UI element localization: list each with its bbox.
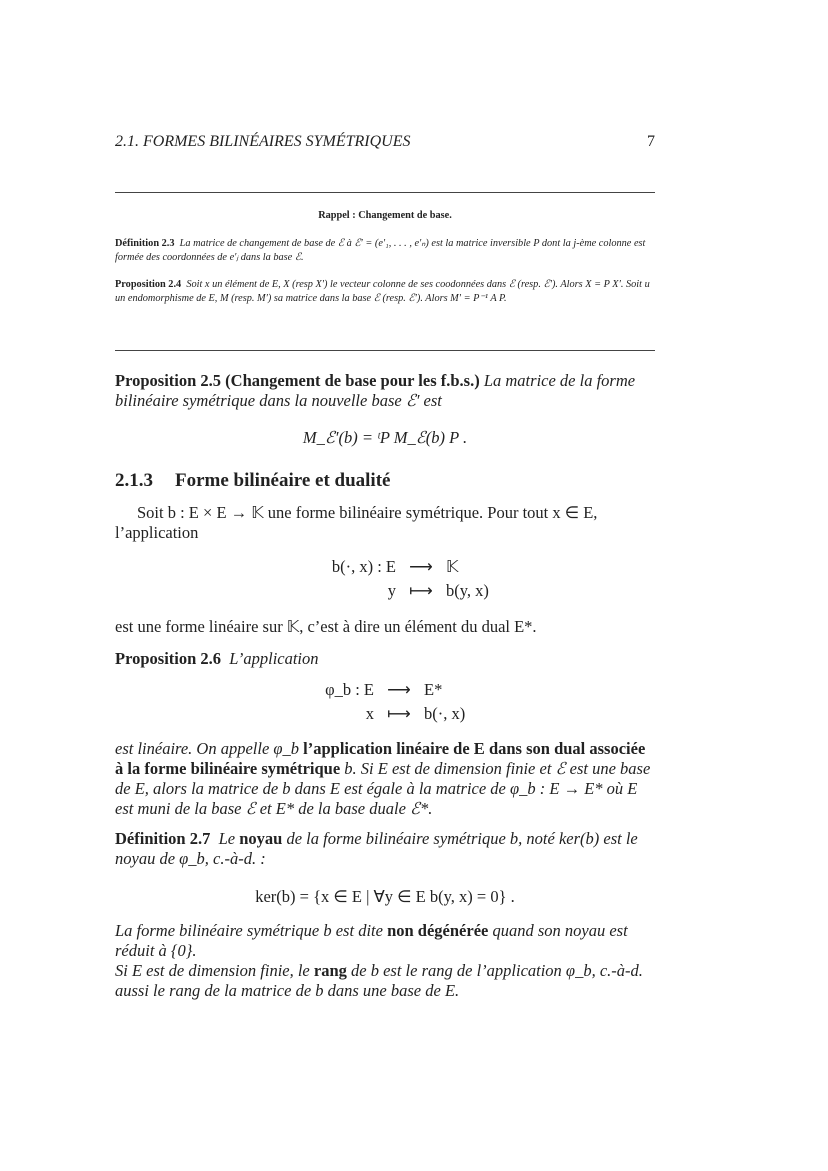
map-var: x: [365, 704, 374, 723]
text: Si E est de dimension finie, le: [115, 961, 314, 980]
def-text: La matrice de changement de base de ℰ à ℰ′ = (e′₁, . . . , e′ₙ) est la matrice inversible P dont la j-ème colonne est formée des coordonnées de e′ⱼ dans la base ℰ.: [115, 238, 646, 263]
def-2-7-continued: [115, 921, 655, 1001]
text: quand son noyau est réduit à {0}.: [115, 921, 628, 960]
prop-2-6-text: [115, 739, 655, 819]
prop-text: La matrice de la forme bilinéaire symétrique dans la nouvelle base ℰ′ est: [115, 371, 636, 410]
map-domain: b(·, x) : E: [331, 557, 396, 576]
bold-term: noyau: [239, 829, 283, 848]
arrow: ⟶: [409, 557, 433, 576]
prop-text: L’application: [229, 649, 319, 668]
proposition-2-5: [115, 371, 655, 411]
definition-2-3: [115, 237, 655, 265]
page-number: 7: [647, 133, 655, 150]
text: La forme bilinéaire symétrique b est dite: [115, 921, 388, 940]
map-display: [298, 557, 489, 601]
text: de b est le rang de l’application φ_b, c.-à-d. aussi le rang de la matrice de b dans une base de E.: [115, 961, 643, 1000]
mapsto-arrow: ⟼: [387, 704, 411, 723]
arrow: ⟶: [387, 680, 411, 699]
prop-label: Proposition 2.4: [115, 279, 182, 290]
prop-label: Proposition 2.5 (Changement de base pour les f.b.s.): [115, 371, 480, 390]
section-number: 2.1.3: [115, 470, 153, 491]
divider: [115, 350, 655, 351]
bold-term: l’application linéaire de E dans son dual associée à la forme bilinéaire symétrique: [115, 739, 646, 778]
header-title: 2.1. FORMES BILINÉAIRES SYMÉTRIQUES: [115, 133, 411, 150]
text: de la forme bilinéaire symétrique b, noté ker(b) est le noyau de φ_b, c.-à-d. :: [115, 829, 638, 868]
paragraph: est une forme linéaire sur 𝕂, c’est à dire un élément du dual E*.: [115, 617, 537, 636]
rappel-title: Rappel : Changement de base.: [318, 210, 452, 221]
formula-kernel: ker(b) = {x ∈ E | ∀y ∈ E b(y, x) = 0} .: [255, 887, 515, 906]
mapsto-arrow: ⟼: [409, 581, 433, 600]
section-heading: [115, 470, 655, 492]
text: Le: [218, 829, 240, 848]
divider: [115, 192, 655, 193]
prop-label: Proposition 2.6: [115, 649, 222, 668]
map-codomain: E*: [424, 680, 443, 699]
def-label: Définition 2.7: [115, 829, 211, 848]
map-display: [312, 680, 465, 724]
section-title: Forme bilinéaire et dualité: [175, 470, 391, 491]
proposition-2-4: [115, 278, 655, 306]
formula-change-basis: M_ℰ′(b) = ᵗP M_ℰ(b) P .: [302, 428, 468, 447]
bold-term: non dégénérée: [387, 921, 489, 940]
def-label: Définition 2.3: [115, 238, 175, 249]
map-domain: φ_b : E: [325, 680, 374, 699]
proposition-2-6: [115, 649, 655, 669]
map-image: b(y, x): [446, 581, 489, 600]
definition-2-7: [115, 829, 655, 869]
map-var: y: [387, 581, 396, 600]
bold-term: rang: [313, 961, 347, 980]
paragraph: Soit b : E × E → 𝕂 une forme bilinéaire symétrique. Pour tout x ∈ E, l’application: [115, 503, 598, 542]
map-image: b(·, x): [424, 704, 466, 723]
text: est linéaire. On appelle φ_b: [115, 739, 304, 758]
map-codomain: 𝕂: [446, 557, 459, 576]
prop-text: Soit x un élément de E, X (resp X′) le vecteur colonne de ses coodonnées dans ℰ (resp. ℰ′). Alors X = P X′. Soit u un endomorphisme de E, M (resp. M′) sa matrice dans la base ℰ (resp. ℰ′). Alors M′ = P⁻¹ A P.: [115, 279, 650, 304]
text: b. Si E est de dimension finie et ℰ est une base de E, alors la matrice de b dans E est égale à la matrice de φ_b : E → E* où E est muni de la base ℰ et E* de la base duale ℰ*.: [115, 759, 651, 818]
running-header: [115, 133, 655, 151]
